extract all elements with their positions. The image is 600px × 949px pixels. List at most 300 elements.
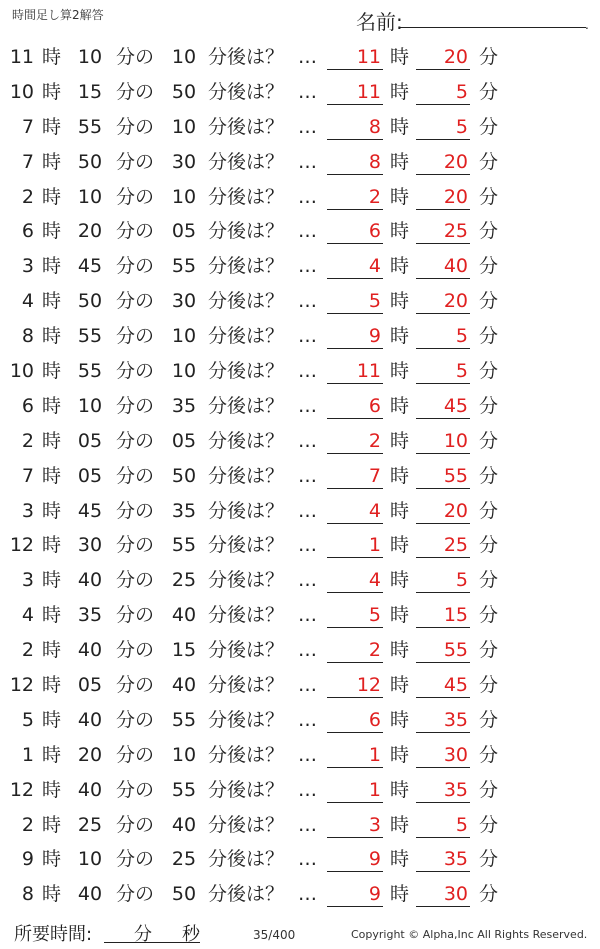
ellipsis: … [298, 674, 317, 697]
minute-of-label: 分の [116, 639, 155, 662]
problem-hour: 7 [21, 115, 34, 138]
answer-minute-label: 分 [479, 394, 499, 417]
name-input-line[interactable] [400, 27, 586, 28]
answer-hour[interactable]: 4 [327, 499, 383, 524]
problem-minute: 40 [77, 569, 103, 592]
minute-of-label: 分の [116, 150, 155, 173]
problem-hour: 4 [21, 604, 34, 627]
answer-minute[interactable]: 45 [416, 673, 470, 698]
ellipsis: … [298, 290, 317, 313]
minutes-after-label: 分後は？ [208, 220, 285, 243]
answer-hour-label: 時 [390, 743, 410, 766]
problem-hour: 2 [21, 185, 34, 208]
problem-minute: 40 [77, 639, 103, 662]
answer-minute[interactable]: 35 [416, 847, 470, 872]
answer-hour[interactable]: 6 [327, 394, 383, 419]
minute-of-label: 分の [116, 778, 155, 801]
problem-hour: 10 [9, 80, 34, 103]
minute-of-label: 分の [116, 394, 155, 417]
answer-hour[interactable]: 8 [327, 115, 383, 140]
problem-row [0, 389, 600, 424]
minute-of-label: 分の [116, 185, 155, 208]
problem-minute: 25 [77, 813, 103, 836]
ellipsis: … [298, 848, 317, 871]
ellipsis: … [298, 464, 317, 487]
minutes-after-label: 分後は？ [208, 848, 285, 871]
answer-minute[interactable]: 20 [416, 289, 470, 314]
answer-hour[interactable]: 2 [327, 638, 383, 663]
minutes-after-label: 分後は？ [208, 778, 285, 801]
answer-minute-label: 分 [479, 743, 499, 766]
answer-minute[interactable]: 25 [416, 533, 470, 558]
problem-hour: 12 [9, 534, 34, 557]
minutes-after-label: 分後は？ [208, 394, 285, 417]
answer-minute[interactable]: 40 [416, 254, 470, 279]
answer-hour-label: 時 [390, 674, 410, 697]
hour-label: 時 [42, 499, 62, 522]
required-time-minute-unit: 分 [134, 924, 152, 945]
problem-minute: 40 [77, 708, 103, 731]
problem-minute: 10 [77, 394, 103, 417]
problem-add-minutes: 05 [171, 429, 197, 452]
minute-of-label: 分の [116, 80, 155, 103]
problem-hour: 8 [21, 325, 34, 348]
minutes-after-label: 分後は？ [208, 813, 285, 836]
answer-minute[interactable]: 20 [416, 499, 470, 524]
problem-add-minutes: 50 [171, 883, 197, 906]
answer-hour-label: 時 [390, 150, 410, 173]
minutes-after-label: 分後は？ [208, 290, 285, 313]
problem-row [0, 528, 600, 563]
problem-add-minutes: 30 [171, 290, 197, 313]
answer-hour-label: 時 [390, 813, 410, 836]
answer-hour[interactable]: 7 [327, 464, 383, 489]
hour-label: 時 [42, 813, 62, 836]
problem-add-minutes: 55 [171, 534, 197, 557]
answer-hour[interactable]: 5 [327, 603, 383, 628]
answer-minute-label: 分 [479, 778, 499, 801]
answer-minute-label: 分 [479, 464, 499, 487]
problem-hour: 11 [9, 46, 34, 68]
answer-minute-label: 分 [479, 639, 499, 662]
problem-add-minutes: 40 [171, 604, 197, 627]
problem-add-minutes: 55 [171, 255, 197, 278]
answer-minute-label: 分 [479, 499, 499, 522]
answer-minute-label: 分 [479, 150, 499, 173]
answer-hour-label: 時 [390, 185, 410, 208]
answer-minute-label: 分 [479, 569, 499, 592]
problem-add-minutes: 35 [171, 394, 197, 417]
answer-hour-label: 時 [390, 255, 410, 278]
problem-minute: 05 [77, 674, 103, 697]
minutes-after-label: 分後は？ [208, 185, 285, 208]
minutes-after-label: 分後は？ [208, 80, 285, 103]
problem-row [0, 668, 600, 703]
answer-minute-label: 分 [479, 220, 499, 243]
problem-row [0, 319, 600, 354]
problem-add-minutes: 40 [171, 674, 197, 697]
answer-hour[interactable]: 11 [327, 45, 383, 70]
answer-minute[interactable]: 55 [416, 464, 470, 489]
problem-minute: 45 [77, 255, 103, 278]
hour-label: 時 [42, 534, 62, 557]
problem-hour: 2 [21, 639, 34, 662]
problem-minute: 55 [77, 115, 103, 138]
answer-minute-label: 分 [479, 848, 499, 871]
answer-minute-label: 分 [479, 534, 499, 557]
answer-hour[interactable]: 9 [327, 847, 383, 872]
ellipsis: … [298, 569, 317, 592]
hour-label: 時 [42, 708, 62, 731]
hour-label: 時 [42, 255, 62, 278]
problem-minute: 10 [77, 46, 103, 68]
minute-of-label: 分の [116, 46, 155, 68]
problem-hour: 8 [21, 883, 34, 906]
ellipsis: … [298, 813, 317, 836]
problem-minute: 30 [77, 534, 103, 557]
problem-add-minutes: 10 [171, 115, 197, 138]
hour-label: 時 [42, 464, 62, 487]
ellipsis: … [298, 360, 317, 383]
problem-minute: 05 [77, 429, 103, 452]
ellipsis: … [298, 429, 317, 452]
answer-minute-label: 分 [479, 360, 499, 383]
problem-hour: 7 [21, 150, 34, 173]
answer-hour-label: 時 [390, 499, 410, 522]
minutes-after-label: 分後は？ [208, 360, 285, 383]
required-time-label: 所要時間: [14, 924, 93, 945]
problem-minute: 20 [77, 220, 103, 243]
answer-hour[interactable]: 3 [327, 813, 383, 838]
minute-of-label: 分の [116, 883, 155, 906]
answer-hour-label: 時 [390, 46, 410, 68]
answer-hour-label: 時 [390, 290, 410, 313]
minutes-after-label: 分後は？ [208, 639, 285, 662]
problem-hour: 6 [21, 394, 34, 417]
answer-hour[interactable]: 5 [327, 289, 383, 314]
problem-add-minutes: 35 [171, 499, 197, 522]
answer-minute-label: 分 [479, 46, 499, 68]
answer-minute-label: 分 [479, 883, 499, 906]
answer-hour[interactable]: 8 [327, 150, 383, 175]
problem-hour: 6 [21, 220, 34, 243]
required-time-second-unit: 秒 [182, 924, 200, 945]
answer-hour-label: 時 [390, 115, 410, 138]
problem-hour: 12 [9, 674, 34, 697]
answer-minute[interactable]: 25 [416, 219, 470, 244]
answer-minute-label: 分 [479, 115, 499, 138]
answer-minute[interactable]: 5 [416, 568, 470, 593]
hour-label: 時 [42, 220, 62, 243]
answer-hour-label: 時 [390, 220, 410, 243]
problem-row [0, 633, 600, 668]
problem-row [0, 459, 600, 494]
problem-row [0, 703, 600, 738]
minute-of-label: 分の [116, 848, 155, 871]
hour-label: 時 [42, 569, 62, 592]
problem-hour: 3 [21, 569, 34, 592]
answer-hour-label: 時 [390, 429, 410, 452]
answer-hour[interactable]: 6 [327, 219, 383, 244]
minutes-after-label: 分後は？ [208, 429, 285, 452]
hour-label: 時 [42, 883, 62, 906]
ellipsis: … [298, 604, 317, 627]
answer-minute-label: 分 [479, 325, 499, 348]
minute-of-label: 分の [116, 499, 155, 522]
name-end-dot: . [585, 18, 589, 32]
minute-of-label: 分の [116, 674, 155, 697]
problem-hour: 10 [9, 360, 34, 383]
problem-row [0, 494, 600, 529]
ellipsis: … [298, 220, 317, 243]
ellipsis: … [298, 80, 317, 103]
problem-hour: 9 [21, 848, 34, 871]
answer-hour[interactable]: 11 [327, 359, 383, 384]
answer-hour[interactable]: 1 [327, 743, 383, 768]
answer-minute[interactable]: 30 [416, 882, 470, 907]
problem-minute: 55 [77, 325, 103, 348]
problem-add-minutes: 15 [171, 639, 197, 662]
hour-label: 時 [42, 115, 62, 138]
hour-label: 時 [42, 290, 62, 313]
problem-hour: 12 [9, 778, 34, 801]
minute-of-label: 分の [116, 569, 155, 592]
answer-minute[interactable]: 10 [416, 429, 470, 454]
problem-hour: 7 [21, 464, 34, 487]
hour-label: 時 [42, 394, 62, 417]
problem-minute: 55 [77, 360, 103, 383]
problem-row [0, 598, 600, 633]
answer-hour[interactable]: 12 [327, 673, 383, 698]
hour-label: 時 [42, 848, 62, 871]
answer-hour-label: 時 [390, 778, 410, 801]
problem-hour: 2 [21, 813, 34, 836]
answer-hour[interactable]: 2 [327, 429, 383, 454]
worksheet-title: 時間足し算2解答 [12, 8, 104, 22]
hour-label: 時 [42, 639, 62, 662]
answer-minute[interactable]: 20 [416, 185, 470, 210]
answer-minute-label: 分 [479, 604, 499, 627]
problem-row [0, 738, 600, 773]
answer-hour-label: 時 [390, 569, 410, 592]
problem-add-minutes: 05 [171, 220, 197, 243]
problem-row [0, 180, 600, 215]
minute-of-label: 分の [116, 255, 155, 278]
problem-minute: 45 [77, 499, 103, 522]
problem-hour: 3 [21, 255, 34, 278]
ellipsis: … [298, 743, 317, 766]
hour-label: 時 [42, 674, 62, 697]
problem-row [0, 808, 600, 843]
problem-minute: 50 [77, 290, 103, 313]
answer-minute-label: 分 [479, 255, 499, 278]
problem-add-minutes: 50 [171, 80, 197, 103]
problem-hour: 4 [21, 290, 34, 313]
hour-label: 時 [42, 325, 62, 348]
problem-add-minutes: 10 [171, 743, 197, 766]
answer-hour-label: 時 [390, 883, 410, 906]
answer-minute[interactable]: 30 [416, 743, 470, 768]
problem-row [0, 110, 600, 145]
answer-hour-label: 時 [390, 325, 410, 348]
problem-add-minutes: 50 [171, 464, 197, 487]
footer [0, 918, 600, 948]
answer-minute[interactable]: 45 [416, 394, 470, 419]
problem-minute: 40 [77, 778, 103, 801]
minutes-after-label: 分後は？ [208, 499, 285, 522]
problem-add-minutes: 25 [171, 848, 197, 871]
minutes-after-label: 分後は？ [208, 255, 285, 278]
answer-hour[interactable]: 4 [327, 254, 383, 279]
problem-add-minutes: 10 [171, 46, 197, 68]
answer-hour-label: 時 [390, 360, 410, 383]
minute-of-label: 分の [116, 464, 155, 487]
minute-of-label: 分の [116, 708, 155, 731]
problem-add-minutes: 55 [171, 778, 197, 801]
ellipsis: … [298, 185, 317, 208]
answer-minute[interactable]: 20 [416, 150, 470, 175]
problem-hour: 1 [21, 743, 34, 766]
problem-minute: 40 [77, 883, 103, 906]
answer-minute-label: 分 [479, 429, 499, 452]
answer-hour[interactable]: 1 [327, 533, 383, 558]
minutes-after-label: 分後は？ [208, 46, 285, 68]
answer-hour[interactable]: 1 [327, 778, 383, 803]
minute-of-label: 分の [116, 604, 155, 627]
answer-minute[interactable]: 55 [416, 638, 470, 663]
minutes-after-label: 分後は？ [208, 883, 285, 906]
name-label: 名前: [356, 10, 403, 34]
answer-minute-label: 分 [479, 80, 499, 103]
answer-hour-label: 時 [390, 604, 410, 627]
problem-add-minutes: 40 [171, 813, 197, 836]
answer-minute[interactable]: 5 [416, 115, 470, 140]
ellipsis: … [298, 255, 317, 278]
minute-of-label: 分の [116, 534, 155, 557]
minute-of-label: 分の [116, 290, 155, 313]
minutes-after-label: 分後は？ [208, 325, 285, 348]
problem-add-minutes: 55 [171, 708, 197, 731]
ellipsis: … [298, 325, 317, 348]
ellipsis: … [298, 394, 317, 417]
problem-minute: 10 [77, 185, 103, 208]
answer-minute[interactable]: 5 [416, 359, 470, 384]
answer-hour[interactable]: 4 [327, 568, 383, 593]
minutes-after-label: 分後は？ [208, 708, 285, 731]
problem-row [0, 75, 600, 110]
problem-minute: 10 [77, 848, 103, 871]
answer-minute[interactable]: 5 [416, 813, 470, 838]
hour-label: 時 [42, 360, 62, 383]
answer-minute[interactable]: 35 [416, 778, 470, 803]
ellipsis: … [298, 708, 317, 731]
answer-hour[interactable]: 11 [327, 80, 383, 105]
minute-of-label: 分の [116, 115, 155, 138]
problem-minute: 05 [77, 464, 103, 487]
copyright-notice: Copyright © Alpha,Inc All Rights Reserved. [351, 928, 588, 941]
problem-row [0, 249, 600, 284]
minutes-after-label: 分後は？ [208, 604, 285, 627]
answer-hour-label: 時 [390, 80, 410, 103]
problem-row [0, 354, 600, 389]
problem-hour: 5 [21, 708, 34, 731]
problem-minute: 50 [77, 150, 103, 173]
hour-label: 時 [42, 80, 62, 103]
problem-list [0, 40, 600, 912]
answer-hour[interactable]: 9 [327, 324, 383, 349]
answer-minute-label: 分 [479, 674, 499, 697]
problem-hour: 3 [21, 499, 34, 522]
minutes-after-label: 分後は？ [208, 464, 285, 487]
minute-of-label: 分の [116, 220, 155, 243]
minutes-after-label: 分後は？ [208, 534, 285, 557]
answer-hour-label: 時 [390, 708, 410, 731]
ellipsis: … [298, 46, 317, 68]
hour-label: 時 [42, 46, 62, 68]
hour-label: 時 [42, 429, 62, 452]
ellipsis: … [298, 883, 317, 906]
minute-of-label: 分の [116, 360, 155, 383]
answer-minute[interactable]: 15 [416, 603, 470, 628]
hour-label: 時 [42, 185, 62, 208]
minutes-after-label: 分後は？ [208, 569, 285, 592]
answer-minute[interactable]: 20 [416, 45, 470, 70]
problem-row [0, 284, 600, 319]
minute-of-label: 分の [116, 813, 155, 836]
problem-add-minutes: 10 [171, 360, 197, 383]
answer-minute-label: 分 [479, 290, 499, 313]
answer-minute[interactable]: 5 [416, 80, 470, 105]
answer-hour-label: 時 [390, 394, 410, 417]
ellipsis: … [298, 499, 317, 522]
problem-minute: 20 [77, 743, 103, 766]
answer-hour-label: 時 [390, 639, 410, 662]
minute-of-label: 分の [116, 325, 155, 348]
answer-minute-label: 分 [479, 185, 499, 208]
minute-of-label: 分の [116, 429, 155, 452]
hour-label: 時 [42, 743, 62, 766]
ellipsis: … [298, 150, 317, 173]
minutes-after-label: 分後は？ [208, 115, 285, 138]
problem-row [0, 145, 600, 180]
problem-add-minutes: 25 [171, 569, 197, 592]
hour-label: 時 [42, 604, 62, 627]
problem-add-minutes: 30 [171, 150, 197, 173]
minutes-after-label: 分後は？ [208, 743, 285, 766]
answer-minute[interactable]: 5 [416, 324, 470, 349]
minutes-after-label: 分後は？ [208, 674, 285, 697]
problem-minute: 35 [77, 604, 103, 627]
answer-hour-label: 時 [390, 848, 410, 871]
answer-minute-label: 分 [479, 813, 499, 836]
problem-minute: 15 [77, 80, 103, 103]
hour-label: 時 [42, 150, 62, 173]
ellipsis: … [298, 778, 317, 801]
answer-minute[interactable]: 35 [416, 708, 470, 733]
problem-row [0, 842, 600, 877]
problem-row [0, 563, 600, 598]
minutes-after-label: 分後は？ [208, 150, 285, 173]
answer-hour[interactable]: 2 [327, 185, 383, 210]
problem-add-minutes: 10 [171, 185, 197, 208]
problem-row [0, 773, 600, 808]
answer-hour-label: 時 [390, 534, 410, 557]
answer-hour[interactable]: 9 [327, 882, 383, 907]
answer-hour[interactable]: 6 [327, 708, 383, 733]
problem-row [0, 40, 600, 75]
page-number: 35/400 [253, 928, 296, 942]
ellipsis: … [298, 534, 317, 557]
